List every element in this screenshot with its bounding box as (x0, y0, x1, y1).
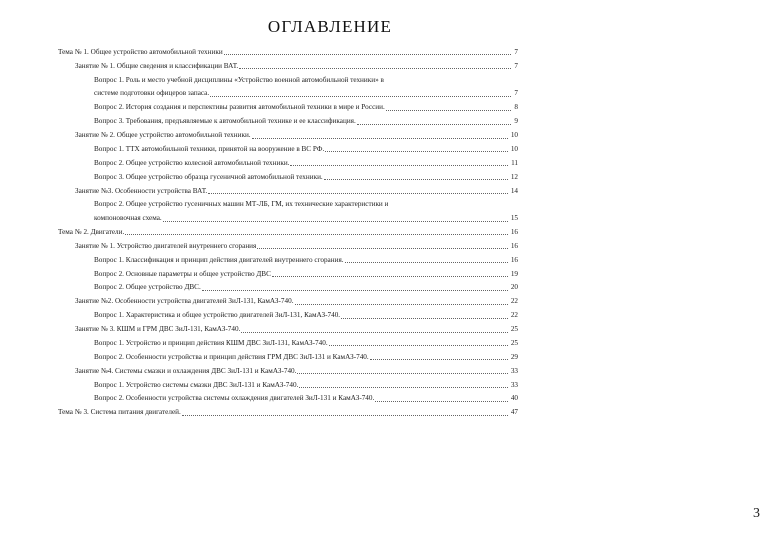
toc-entry-label: Вопрос 1. Роль и место учебной дисциплины «Устройство военной автомобильной техники» в (94, 75, 384, 84)
toc-page-number: 25 (510, 325, 518, 334)
toc-page-number: 9 (514, 117, 518, 126)
toc-page-number: 7 (514, 89, 518, 98)
toc-entry[interactable] (58, 48, 518, 56)
dot-leader (370, 358, 508, 360)
toc-page-number: 14 (510, 186, 518, 195)
toc-entry[interactable] (58, 311, 518, 319)
toc-page-number: 47 (510, 408, 518, 417)
dot-leader (345, 261, 508, 263)
toc-entry-line (75, 242, 518, 250)
toc-page-number: 7 (514, 48, 518, 56)
toc-entry-line (94, 353, 518, 361)
toc-entry-line (58, 48, 518, 56)
toc-entry[interactable] (58, 117, 518, 125)
toc-page-number: 16 (510, 241, 518, 250)
toc-entry[interactable] (58, 242, 518, 250)
toc-entry[interactable] (58, 173, 518, 181)
dot-leader (324, 178, 508, 180)
toc-page-number: 15 (510, 214, 518, 223)
toc-entry-label: Вопрос 2. Основные параметры и общее устройство ДВС (94, 269, 271, 278)
toc-entry-label: системе подготовки офицеров запаса. (94, 89, 210, 98)
dot-leader (182, 414, 508, 416)
toc-entry-line (58, 228, 518, 236)
toc-entry-line (75, 325, 518, 333)
toc-entry-line (94, 214, 518, 222)
toc-entry-line (94, 381, 518, 389)
toc-page-number: 40 (510, 394, 518, 403)
toc-entry-label: Вопрос 2. Общее устройство колесной автомобильной техники. (94, 158, 290, 167)
toc-page-number: 12 (510, 172, 518, 181)
toc-entry-line (94, 117, 518, 125)
toc-entry-line (94, 159, 518, 167)
dot-leader (125, 233, 508, 235)
toc-entry[interactable] (58, 353, 518, 361)
toc-entry-line (75, 297, 518, 305)
dot-leader (325, 150, 508, 152)
dot-leader (208, 192, 508, 194)
toc-entry[interactable] (58, 270, 518, 278)
toc-entry-label: Вопрос 1. Устройство системы смазки ДВС ЗиЛ-131 и КамАЗ-740. (94, 380, 299, 389)
toc-entry-line (75, 62, 518, 70)
toc-entry-label: Занятие № 2. Общее устройство автомобильной техники. (75, 131, 251, 140)
toc-entry-line (94, 256, 518, 264)
dot-leader (224, 53, 512, 55)
toc-entry-label: Вопрос 1. Классификация и принцип действия двигателей внутреннего сгорания. (94, 255, 344, 264)
toc-entry-label: Тема № 1. Общее устройство автомобильной техники (58, 48, 223, 56)
toc-entry-line (75, 367, 518, 375)
toc-page-number: 33 (510, 366, 518, 375)
dot-leader (290, 164, 508, 166)
toc-entry-label: Вопрос 1. Устройство и принцип действия КШМ ДВС ЗиЛ-131, КамАЗ-740. (94, 338, 328, 347)
toc-page-number: 10 (510, 131, 518, 140)
toc-page-number: 29 (510, 352, 518, 361)
toc-page-number: 25 (510, 338, 518, 347)
toc-entry-label: Занятие № 3. КШМ и ГРМ ДВС ЗиЛ-131, КамАЗ-740. (75, 325, 241, 334)
toc-entry-label: Вопрос 2. Особенности устройства системы охлаждения двигателей ЗиЛ-131 и КамАЗ-740. (94, 394, 375, 403)
toc-page-number: 7 (514, 61, 518, 70)
dot-leader (163, 220, 508, 222)
toc-entry-label: Занятие № 1. Устройство двигателей внутреннего сгорания (75, 241, 257, 250)
toc-entry[interactable] (58, 131, 518, 139)
toc-entry-line (94, 394, 518, 402)
toc-entry-label: Вопрос 2. История создания и перспективы развития автомобильной техники в мире и России. (94, 103, 385, 112)
toc-entry[interactable] (58, 325, 518, 333)
toc-entry-line (94, 173, 518, 181)
toc-page-number: 11 (511, 158, 518, 167)
dot-leader (329, 344, 508, 346)
toc-page-number: 8 (514, 103, 518, 112)
dot-leader (357, 123, 512, 125)
toc-entry-line (94, 103, 518, 111)
toc-page-number: 20 (510, 283, 518, 292)
toc-entry[interactable] (58, 228, 518, 236)
toc-entry-line (75, 187, 518, 195)
toc-page-number: 16 (510, 227, 518, 236)
toc-entry-label: компоновочная схема. (94, 214, 162, 223)
toc-entry-label: Вопрос 2. Общее устройство ДВС. (94, 283, 201, 292)
toc-entry-line (94, 270, 518, 278)
toc-page-number: 10 (510, 144, 518, 153)
toc-entry[interactable] (58, 200, 518, 222)
dot-leader (241, 331, 507, 333)
toc-entry-line (94, 89, 518, 97)
toc-entry[interactable] (58, 76, 518, 98)
toc-entry[interactable] (58, 367, 518, 375)
toc-entry-label: Вопрос 1. ТТХ автомобильной техники, принятой на вооружение в ВС РФ. (94, 144, 325, 153)
toc-entry-line (94, 200, 518, 208)
dot-leader (239, 67, 511, 69)
toc-page-number: 19 (510, 269, 518, 278)
toc-entry-line (58, 408, 518, 416)
toc-entry[interactable] (58, 62, 518, 70)
toc-entry[interactable] (58, 187, 518, 195)
toc-page-number: 22 (510, 311, 518, 320)
dot-leader (252, 137, 508, 139)
toc-entry[interactable] (58, 297, 518, 305)
toc-entry[interactable] (58, 159, 518, 167)
toc-entry[interactable] (58, 103, 518, 111)
toc-entry[interactable] (58, 283, 518, 291)
toc-entry[interactable] (58, 394, 518, 402)
toc-entry-label: Занятие № 1. Общие сведения и классификации ВАТ. (75, 61, 239, 70)
toc-entry[interactable] (58, 408, 518, 416)
toc-entry-label: Вопрос 2. Общее устройство гусеничных машин МТ-ЛБ, ГМ, их технические характеристики и (94, 200, 389, 209)
dot-leader (257, 247, 507, 249)
toc-page-number: 16 (510, 255, 518, 264)
toc-entry[interactable] (58, 256, 518, 264)
toc-entry-label: Занятие №4. Системы смазки и охлаждения ДВС ЗиЛ-131 и КамАЗ-740. (75, 366, 297, 375)
toc-page-number: 33 (510, 380, 518, 389)
dot-leader (341, 317, 508, 319)
toc-entry-label: Вопрос 2. Особенности устройства и принцип действия ГРМ ДВС ЗиЛ-131 и КамАЗ-740. (94, 352, 369, 361)
table-of-contents (0, 48, 780, 417)
toc-entry-line (94, 283, 518, 291)
toc-entry-line (75, 131, 518, 139)
toc-entry-line (94, 145, 518, 153)
toc-entry-line (94, 311, 518, 319)
toc-entry-line (94, 339, 518, 347)
toc-entry-line (94, 76, 518, 84)
dot-leader (375, 400, 508, 402)
toc-entry-label: Занятие №2. Особенности устройства двигателей ЗиЛ-131, КамАЗ-740. (75, 297, 294, 306)
toc-entry-label: Занятие №3. Особенности устройства ВАТ. (75, 186, 208, 195)
dot-leader (299, 386, 507, 388)
dot-leader (210, 95, 511, 97)
dot-leader (386, 109, 512, 111)
dot-leader (202, 289, 508, 291)
dot-leader (295, 303, 508, 305)
page-title: ОГЛАВЛЕНИЕ (267, 17, 393, 36)
page-number: 3 (753, 506, 760, 521)
toc-entry[interactable] (58, 381, 518, 389)
toc-page-number: 22 (510, 297, 518, 306)
dot-leader (297, 372, 507, 374)
toc-entry-label: Тема № 2. Двигатели. (58, 227, 125, 236)
dot-leader (272, 275, 508, 277)
toc-entry[interactable] (58, 339, 518, 347)
toc-entry-label: Тема № 3. Система питания двигателей. (58, 408, 181, 417)
toc-entry-label: Вопрос 3. Требования, предъявляемые к автомобильной технике и ее классификация. (94, 117, 356, 126)
toc-entry-label: Вопрос 1. Характеристика и общее устройство двигателей ЗиЛ-131, КамАЗ-740. (94, 311, 341, 320)
toc-entry-label: Вопрос 3. Общее устройство образца гусеничной автомобильной техники. (94, 172, 323, 181)
toc-entry[interactable] (58, 145, 518, 153)
